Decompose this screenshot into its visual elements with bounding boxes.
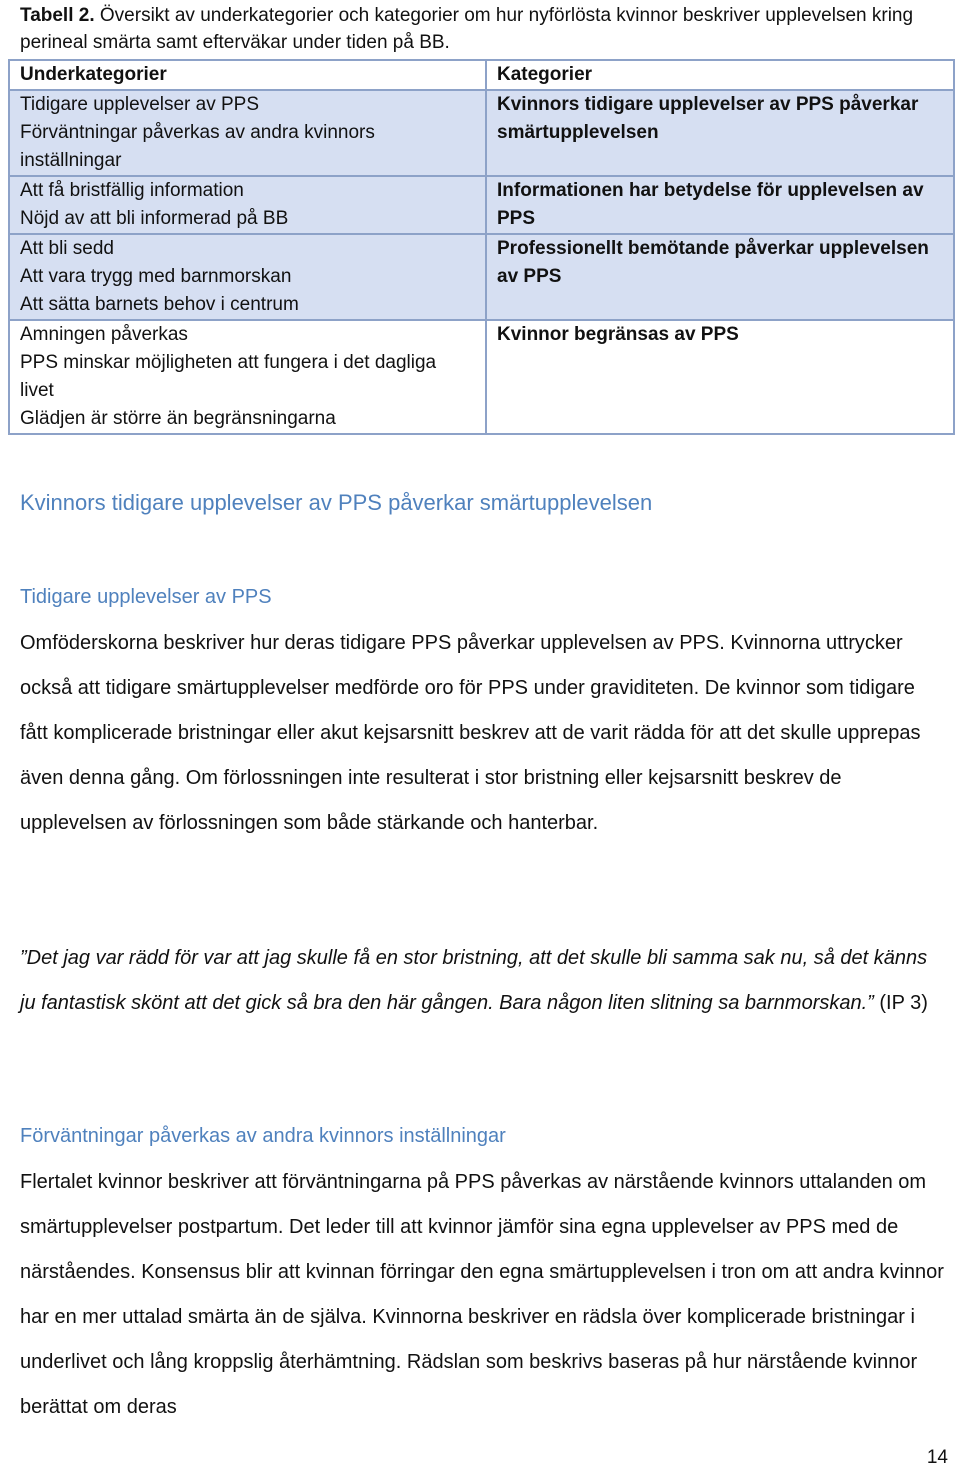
subcategory-item: PPS minskar möjligheten att fungera i det dagliga livet [20,352,437,401]
subsection-heading: Förväntningar påverkas av andra kvinnors inställningar [20,1125,506,1147]
table-row [9,176,954,234]
table-header-row [9,60,954,90]
subcategory-item: Att vara trygg med barnmorskan [20,266,292,287]
caption-label: Tabell 2. [20,5,95,26]
subcategory-item: Att bli sedd [20,238,114,259]
table-caption [20,2,940,56]
subcategory-item: Att få bristfällig information [20,180,244,201]
body-paragraph: Omföderskorna beskriver hur deras tidigare PPS påverkar upplevelsen av PPS. Kvinnorna uttrycker också att tidigare smärtupplevelser medförde oro för PPS under graviditeten. De kvinnor som tidigare fått komplicerade bristningar eller akut kejsarsnitt beskrev att de varit rädda för att det skulle upprepas även denna gång. Om förlossningen inte resulterat i stor bristning eller kejsarsnitt beskrev de upplevelsen av förlossningen som både stärkande och hanterbar. [20,632,921,834]
category-cell: Informationen har betydelse för upplevelsen av PPS [486,176,954,234]
table-row [9,320,954,434]
section-heading: Kvinnors tidigare upplevelser av PPS påverkar smärtupplevelsen [20,490,653,515]
quote-reference: (IP 3) [873,992,928,1014]
subcategory-item: Att sätta barnets behov i centrum [20,294,299,315]
table-row [9,90,954,176]
subcategory-item: Tidigare upplevelser av PPS [20,94,260,115]
caption-text: Översikt av underkategorier och kategorier om hur nyförlösta kvinnor beskriver upplevelsen kring perineal smärta samt efterväkar under tiden på BB. [20,5,914,53]
subcategory-item: Amningen påverkas [20,324,188,345]
subcategory-item: Förväntningar påverkas av andra kvinnors [20,122,375,143]
category-cell: Kvinnors tidigare upplevelser av PPS påverkar smärtupplevelsen [486,90,954,176]
subcategory-cell [9,320,486,434]
subsection-heading: Tidigare upplevelser av PPS [20,586,272,608]
subcategory-cell [9,90,486,176]
table-row [9,234,954,320]
header-subcategories: Underkategorier [9,60,486,90]
subcategory-item: inställningar [20,150,122,171]
category-cell: Kvinnor begränsas av PPS [486,320,954,434]
header-categories: Kategorier [486,60,954,90]
subcategory-item: Glädjen är större än begränsningarna [20,408,336,429]
quote-paragraph [20,936,945,1026]
body-paragraph: Flertalet kvinnor beskriver att förväntningarna på PPS påverkas av närstående kvinnors uttalanden om smärtupplevelser postpartum. Det leder till att kvinnor jämför sina egna upplevelser av PPS med de närståendes. Konsensus blir att kvinnan förringar den egna smärtupplevelsen i tron om att andra kvinnor har en mer uttalad smärta än de själva. Kvinnorna beskriver en rädsla över komplicerade bristningar i underlivet och lång kroppslig återhämtning. Rädslan som beskrivs baseras på hur närstående kvinnor berättat om deras [20,1171,944,1418]
subcategory-cell [9,234,486,320]
subcategory-item: Nöjd av att bli informerad på BB [20,208,289,229]
category-cell: Professionellt bemötande påverkar upplevelsen av PPS [486,234,954,320]
subcategory-cell [9,176,486,234]
quote-text: ”Det jag var rädd för var att jag skulle få en stor bristning, att det skulle bli samma sak nu, så det känns ju fantastisk skönt att det gick så bra den här gången. Bara någon liten slitning sa barnmorskan.” [20,947,928,1014]
page-number: 14 [926,1447,948,1468]
category-table [8,59,955,435]
